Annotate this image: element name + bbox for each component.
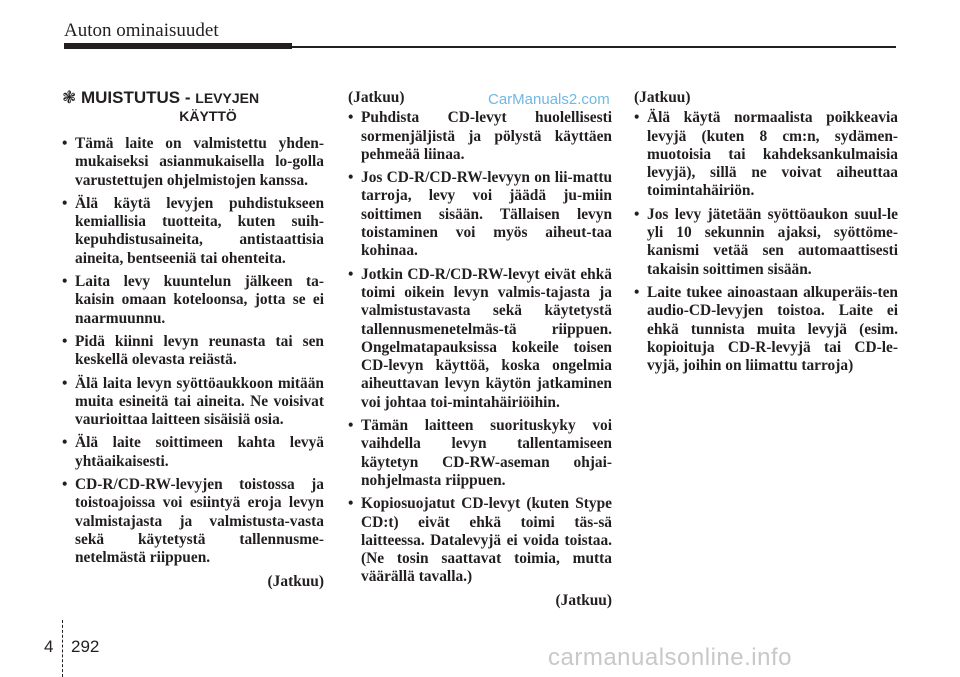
footer-divider [62,620,64,677]
notice-title-sub2: KÄYTTÖ [179,108,237,124]
list-item: • Puhdista CD-levyt huolellisesti sormenjäljistä ja pölystä käyttäen pehmeää liinaa. [348,109,612,164]
list-item: • Tämän laitteen suorituskyky voi vaihdella levyn tallentamiseen käytetyn CD-RW-aseman ohjai-nohjelmasta riippuen. [348,417,612,490]
list-item: • Älä käytä normaalista poikkeavia levyjä (kuten 8 cm:n, sydämen-muotoisia tai kahdeksankulmaisia levyjä), sillä ne voivat aiheuttaa toimintahäiriön. [634,109,898,200]
notice-heading [62,89,324,125]
notice-list [634,109,898,375]
notice-title-sub1: LEVYJEN [195,90,260,106]
continued-label: (Jatkuu) [267,572,324,590]
chapter-number: 4 [44,637,54,656]
list-item: • Kopiosuojatut CD-levyt (kuten Stype CD:t) eivät ehkä toimi täs-sä laitteessa. Datalevyjä ei voida toistaa. (Ne tosin saattavat toimia, mutta väärällä tavalla.) [348,495,612,586]
column-1 [62,89,324,591]
list-item: • Älä laita levyn syöttöaukkoon mitään muita esineitä tai aineita. Ne voisivat vaurioittaa laitteen sisäisiä osia. [62,375,324,430]
list-item: • Jos levy jätetään syöttöaukon suul-le yli 10 sekunnin ajaksi, syöttöme-kanismi vetää sen automaattisesti takaisin soittimen sisään. [634,206,898,279]
list-item: • Jos CD-R/CD-RW-levyyn on lii-mattu tarroja, levy voi jäädä ju-miin soittimen sisään. Tällaisen levyn toistaminen voi myös aiheut-taa kohinaa. [348,169,612,260]
column-2 [348,89,612,610]
page-number: 292 [71,637,100,656]
notice-title-main: MUISTUTUS - [80,88,196,107]
site-watermark: carmanualsonline.info [548,644,792,671]
notice-icon: ❃ [62,88,77,107]
list-item: • Älä laite soittimeen kahta levyä yhtäaikaisesti. [62,434,324,471]
list-item: • Älä käytä levyjen puhdistukseen kemiallisia tuotteita, kuten suih-kepuhdistusaineita, antistaattisia aineita, bentseeniä tai ohenteita. [62,195,324,268]
notice-list [348,109,612,586]
continued-label: (Jatkuu) [555,591,612,609]
page-header-title: Auton ominaisuudet [64,20,219,41]
column-3 [634,89,898,380]
continued-from-label: (Jatkuu) [348,89,405,106]
header-divider-accent [64,43,292,49]
continued-from-label: (Jatkuu) [634,89,691,106]
watermark-text: CarManuals2.com [488,91,610,108]
list-item: • Laite tukee ainoastaan alkuperäis-ten audio-CD-levyjen toistoa. Laite ei ehkä tunnista muita levyjä (esim. kopioituja CD-R-levyjä tai CD-le-vyjä, joihin on liimattu tarroja) [634,284,898,375]
list-item: • Pidä kiinni levyn reunasta tai sen keskellä olevasta reiästä. [62,333,324,370]
list-item: • Jotkin CD-R/CD-RW-levyt eivät ehkä toimi oikein levyn valmis-tajasta ja valmistustavasta sekä käytetystä tallennusmenetelmäs-tä riippuen. Ongelmatapauksissa kokeile toisen CD-levyn käyttöä, koska ongelmia aiheuttavan levyn käytön jatkaminen voi johtaa toi-mintahäiriöihin. [348,266,612,412]
notice-list [62,135,324,568]
list-item: • Tämä laite on valmistettu yhden-mukaiseksi asianmukaisella lo-golla varustettujen ohjelmistojen kanssa. [62,135,324,190]
list-item: • Laita levy kuuntelun jälkeen ta-kaisin omaan koteloonsa, jotta se ei naarmuunnu. [62,273,324,328]
list-item: • CD-R/CD-RW-levyjen toistossa ja toistoajoissa voi esiintyä eroja levyn valmistajasta ja valmistusta-vasta sekä käytetystä tallennusme-netelmästä riippuen. [62,476,324,567]
